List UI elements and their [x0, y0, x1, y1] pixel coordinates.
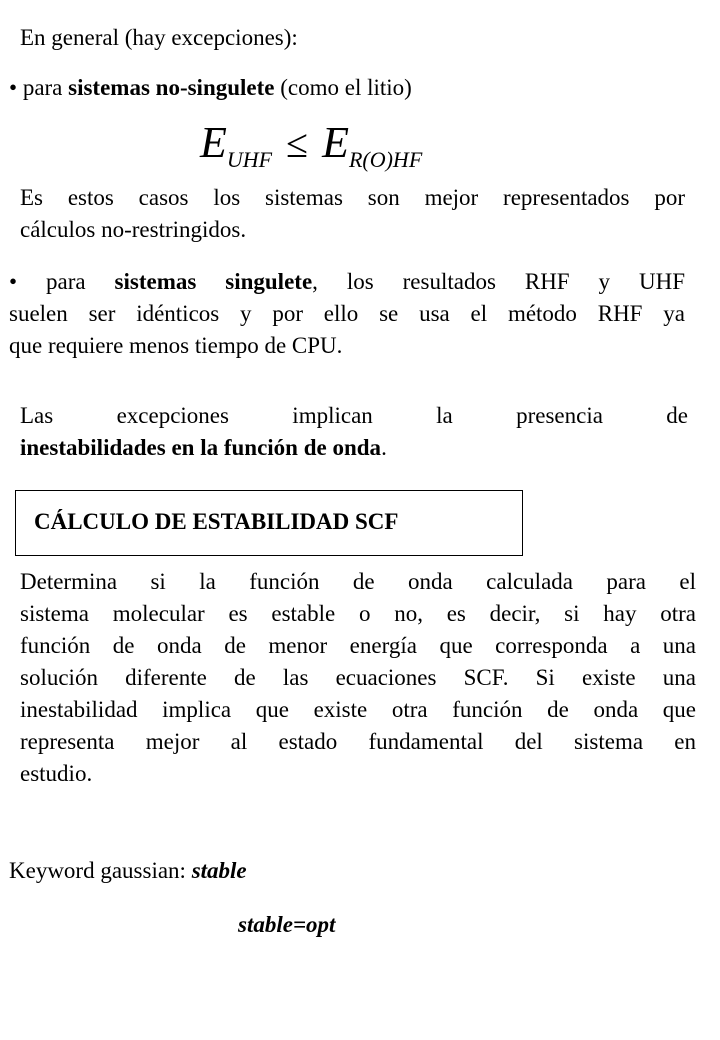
- bullet2-line: suelen ser idénticos y por ello se usa el método RHF ya: [9, 301, 685, 326]
- intro-text: [20, 22, 298, 54]
- keyword-label: Keyword gaussian:: [9, 858, 186, 883]
- formula-lhs-subscript: UHF: [226, 147, 273, 172]
- formula-rhs: E: [322, 118, 349, 167]
- intro-label: En general (hay excepciones):: [20, 25, 298, 50]
- keyword-value: stable: [191, 858, 247, 883]
- exceptions-bold: inestabilidades en la función de onda: [20, 435, 382, 460]
- bullet1-bold: sistemas no-singulete: [68, 75, 275, 100]
- bullet2-line: que requiere menos tiempo de CPU.: [9, 333, 343, 358]
- bullet2-prefix: para: [46, 269, 86, 294]
- scf-stability-title: CÁLCULO DE ESTABILIDAD SCF: [34, 509, 399, 534]
- description-line: función de onda de menor energía que corresponda a una: [20, 633, 696, 658]
- description-line: inestabilidad implica que existe otra función de onda que: [20, 697, 696, 722]
- bullet2-bold: sistemas singulete: [114, 269, 313, 294]
- description-line: Determina si la función de onda calculada para el: [20, 569, 696, 594]
- description-line: representa mejor al estado fundamental del sistema en: [20, 729, 696, 754]
- bullet-marker: •: [9, 269, 18, 294]
- keyword-line: [9, 855, 247, 887]
- bullet2-line: [9, 266, 685, 298]
- bullet1-prefix: para: [22, 75, 63, 100]
- keyword-option: stable=opt: [238, 912, 336, 937]
- bullet-marker: •: [9, 75, 18, 100]
- energy-inequality-formula: [200, 118, 422, 185]
- exceptions-line: Las excepciones implican la presencia de: [20, 403, 688, 428]
- exceptions-end: .: [381, 435, 387, 460]
- exceptions-line: [20, 432, 688, 464]
- formula-relation: ≤: [286, 121, 309, 166]
- unrestricted-paragraph: [20, 182, 685, 246]
- description-line: estudio.: [20, 761, 93, 786]
- exceptions-paragraph: [20, 400, 688, 464]
- description-line: sistema molecular es estable o no, es decir, si hay otra: [20, 601, 696, 626]
- bullet-singlet: [9, 266, 685, 362]
- keyword-option-line: [238, 909, 335, 941]
- para1-line: cálculos no-restringidos.: [20, 217, 247, 242]
- stability-description: [20, 566, 696, 790]
- bullet2-line1-rest: , los resultados RHF y UHF: [312, 269, 685, 294]
- description-line: solución diferente de las ecuaciones SCF. Si existe una: [20, 665, 696, 690]
- bullet1-suffix: (como el litio): [280, 75, 412, 100]
- formula-lhs: E: [200, 118, 227, 167]
- para1-line: Es estos casos los sistemas son mejor representados por: [20, 185, 685, 210]
- formula-rhs-subscript: R(O)HF: [348, 147, 423, 172]
- scf-stability-box: [15, 490, 523, 556]
- bullet-non-singlet: [9, 72, 412, 104]
